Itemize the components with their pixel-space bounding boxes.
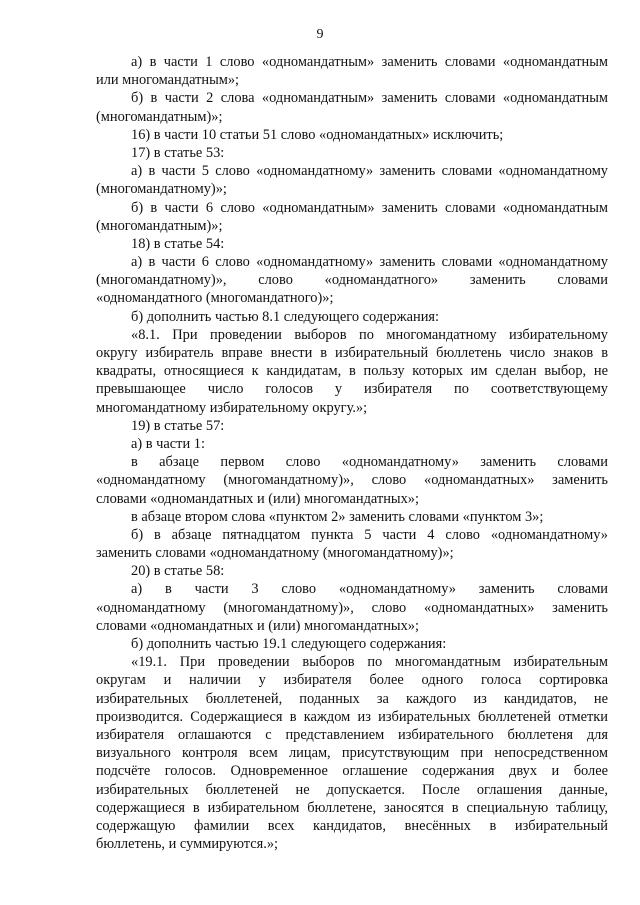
text-line: подсчёте голосов. Одновременное оглашение содержания двух и более: [96, 763, 608, 780]
text-line: словами «одномандатных и (или) многомандатных»;: [96, 617, 419, 634]
text-line: б) в части 2 слова «одномандатным» заменить словами «одномандатным: [131, 90, 608, 107]
text-line: б) в абзаце пятнадцатом пункта 5 части 4 слово «одномандатному»: [131, 526, 608, 543]
text-line: или многомандатным»;: [96, 72, 240, 89]
text-line: визуального контроля всем лицам, присутствующим при непосредственном: [96, 745, 608, 762]
text-line: «19.1. При проведении выборов по многомандатным избирательным: [131, 654, 608, 671]
text-line: а) в части 3 слово «одномандатному» заменить словами: [131, 581, 608, 598]
text-line: 20) в статье 58:: [131, 563, 225, 580]
text-line: многомандатному избирательному округу.»;: [96, 399, 368, 416]
text-line: избирательных бюллетеней не допускается. После оглашения данные,: [96, 781, 608, 798]
text-line: квадраты, относящиеся к кандидатам, в пользу которых им сделан выбор, не: [96, 363, 608, 380]
text-line: 18) в статье 54:: [131, 235, 225, 252]
text-line: содержащиеся в избирательном бюллетене, заносятся в специальную таблицу,: [96, 799, 608, 816]
document-body: [96, 53, 608, 853]
text-line: (многомандатному)»;: [96, 181, 227, 198]
text-line: «одномандатному (многомандатному)», слово «одномандатных» заменить: [96, 472, 608, 489]
text-line: а) в части 5 слово «одномандатному» заменить словами «одномандатному: [131, 163, 608, 180]
page-number: 9: [316, 27, 324, 42]
text-line: а) в части 1:: [131, 435, 205, 452]
text-line: содержащую фамилии всех кандидатов, внесённых в избирательный: [96, 817, 608, 834]
text-line: 19) в статье 57:: [131, 417, 225, 434]
text-line: округу избиратель вправе внести в избирательный бюллетень число знаков в: [96, 345, 608, 361]
text-line: в абзаце втором слова «пунктом 2» заменить словами «пунктом 3»;: [131, 508, 544, 525]
text-line: б) дополнить частью 19.1 следующего содержания:: [131, 636, 447, 652]
text-line: 16) в части 10 статьи 51 слово «одномандатных» исключить;: [131, 126, 504, 143]
text-line: в абзаце первом слово «одномандатному» заменить словами: [131, 454, 608, 471]
text-line: избирательных бюллетеней, поданных за каждого из кандидатов, не: [96, 690, 608, 707]
text-line: (многомандатным)»;: [96, 217, 223, 234]
text-line: б) дополнить частью 8.1 следующего содержания:: [131, 308, 440, 325]
text-line: производится. Содержащиеся в каждом из избирательных бюллетеней отметки: [96, 708, 608, 725]
text-line: 17) в статье 53:: [131, 144, 225, 161]
text-line: «одномандатного (многомандатного)»;: [96, 290, 334, 307]
text-line: б) в части 6 слово «одномандатным» заменить словами «одномандатным: [131, 199, 608, 216]
text-line: бюллетень, и суммируются.»;: [96, 836, 279, 853]
text-line: заменить словами «одномандатному (многомандатному)»;: [96, 545, 454, 562]
text-line: «одномандатному (многомандатному)», слово «одномандатных» заменить: [96, 599, 608, 616]
text-line: (многомандатному)», слово «одномандатного» заменить словами: [96, 272, 608, 289]
text-line: (многомандатным)»;: [96, 108, 223, 125]
text-line: превышающее число голосов у избирателя по соответствующему: [96, 381, 608, 398]
text-line: избирателя оглашаются с представлением избирательного бюллетеня для: [96, 726, 608, 743]
text-line: а) в части 6 слово «одномандатному» заменить словами «одномандатному: [131, 254, 608, 271]
text-line: а) в части 1 слово «одномандатным» заменить словами «одномандатным: [131, 54, 608, 70]
text-line: «8.1. При проведении выборов по многомандатному избирательному: [131, 326, 608, 343]
text-line: словами «одномандатных и (или) многомандатных»;: [96, 490, 419, 507]
text-line: округам и наличии у избирателя более одного голоса сортировка: [96, 672, 608, 689]
